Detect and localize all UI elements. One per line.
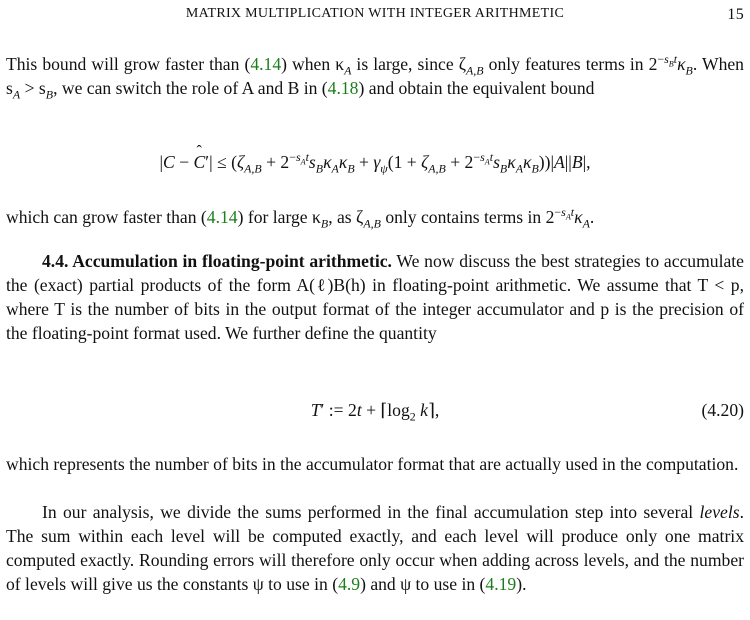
page-number: 15 xyxy=(727,6,744,23)
equation-number: (4.20) xyxy=(701,400,744,420)
eq-ref-4-9[interactable]: 4.9 xyxy=(338,574,361,594)
eq-ref-4-14-b[interactable]: 4.14 xyxy=(206,207,238,227)
display-equation-bound: |C − ˆ $C'| \le (\zeta_{A,B} + 2^{-s_At}s_B\kappa_A\kappa_B + \gamma_\psi(1 + \zeta_{A,B} + 2^{-s_At}s_B\kappa_A\kappa_B))|A||B|$, xyxy=(6,150,744,174)
paragraph-levels: In our analysis, we divide the sums performed in the final accumulation step into several levels. The sum within each level will be computed exactly, and each level will produce only one matrix computed exactly. Rounding errors will therefore only occur when adding across levels, and the number of levels will give us the constants ψ to use in (4.9) and ψ to use in (4.19). xyxy=(6,502,744,594)
eq-ref-4-18[interactable]: 4.18 xyxy=(327,78,359,98)
running-head xyxy=(6,6,744,26)
paragraph-growth: which can grow faster than (4.14) for large $\kappa_B$, as $\zeta_{A,B}$ only contains terms in $2^{-s_At}\kappa_A$. xyxy=(6,205,595,231)
running-title: MATRIX MULTIPLICATION WITH INTEGER ARITHMETIC xyxy=(185,6,565,21)
section-4-4-paragraph: 4.4. Accumulation in floating-point arithmetic. We now discuss the best strategies to accumulate the (exact) partial products of the form A(ℓ)B(h) in floating-point arithmetic. We assume that T < p, where T is the number of bits in the output format of the integer accumulator and p is the precision of the floating-point format used. We further define the quantity xyxy=(6,251,744,343)
section-heading: 4.4. Accumulation in floating-point arithmetic. xyxy=(42,251,392,271)
eq-ref-4-19[interactable]: 4.19 xyxy=(485,574,517,594)
paragraph-bound: This bound will grow faster than (4.14) when $\kappa_A$ is large, since $\zeta_{A,B}$ only features terms in $2^{-s_Bt}\kappa_B$. When $s_A > s_B$, we can switch the role of A and B in (4.18) and obtain the equivalent bound xyxy=(6,52,744,102)
eq-ref-4-14[interactable]: 4.14 xyxy=(250,54,282,74)
paragraph-bits: which represents the number of bits in the accumulator format that are actually used in the computation. xyxy=(6,454,739,474)
